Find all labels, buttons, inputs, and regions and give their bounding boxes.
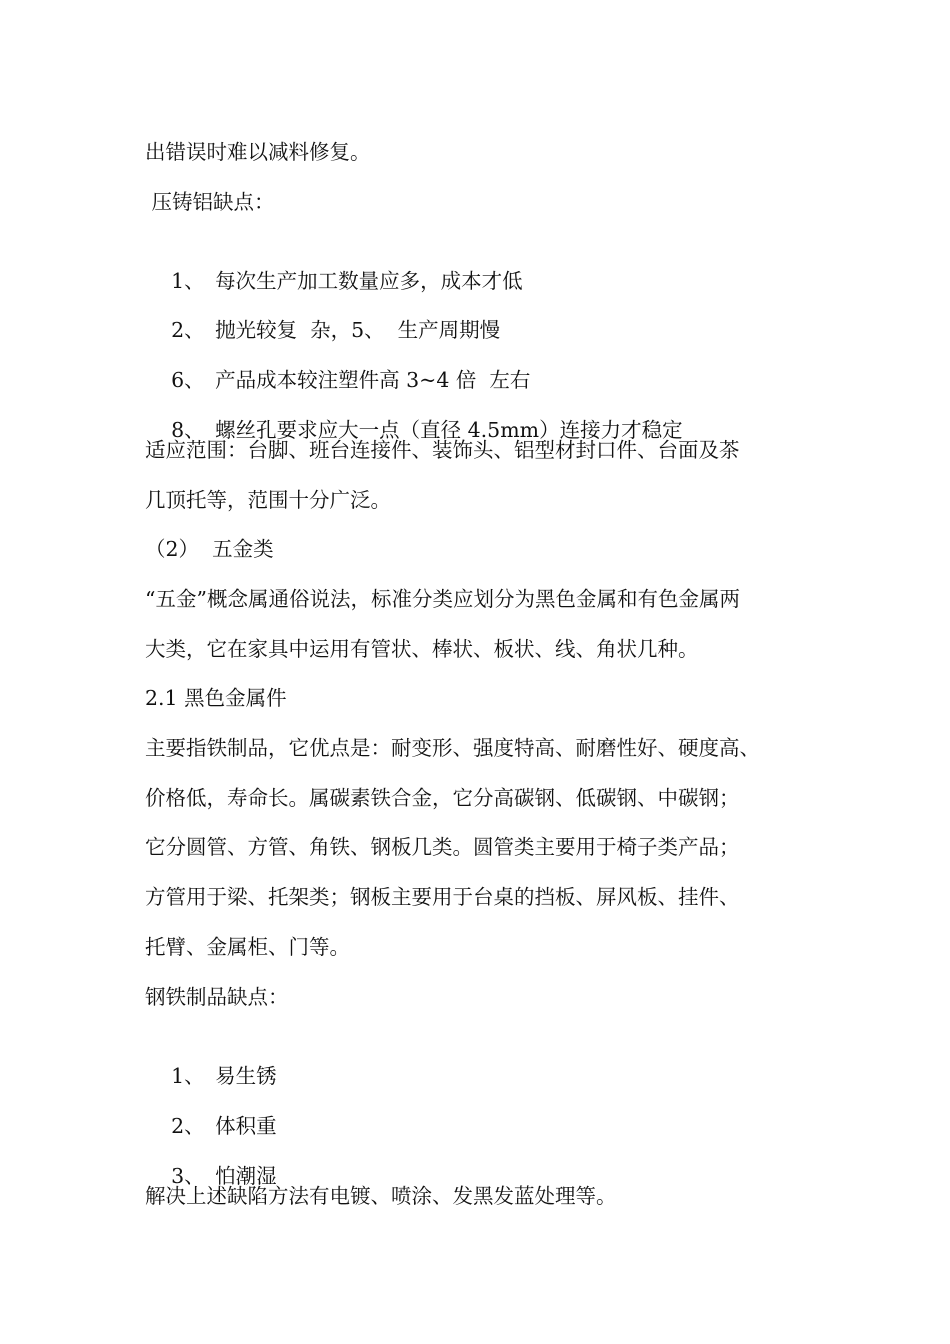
list-item [145,1131,277,1188]
list-text: 螺丝孔要求应大一点（直径 4.5mm）连接力才稳定 [215,418,683,442]
section-heading: 压铸铝缺点： [145,190,275,214]
list-text: 产品成本较注塑件高 3~4 倍 左右 [215,368,531,392]
list-text: 怕潮湿 [215,1164,277,1188]
paragraph-line: 出错误时难以减料修复。 [145,140,371,164]
paragraph-line: 它分圆管、方管、角铁、钢板几类。圆管类主要用于椅子类产品； [145,835,740,859]
list-item [145,236,523,293]
list-number: 8、 [171,418,205,442]
list-item [145,385,683,442]
list-number: 1、 [171,269,205,293]
list-number: 6、 [171,368,205,392]
paragraph-line: 几顶托等，范围十分广泛。 [145,488,391,512]
section-heading: 2.1 黑色金属件 [145,686,287,710]
list-text: 每次生产加工数量应多，成本才低 [215,269,523,293]
paragraph-line: 解决上述缺陷方法有电镀、喷涂、发黑发蓝处理等。 [145,1184,617,1208]
paragraph-line: 托臂、金属柜、门等。 [145,935,350,959]
paragraph-line: 适应范围：台脚、班台连接件、装饰头、铝型材封口件、台面及茶 [145,438,740,462]
paragraph-line: 方管用于梁、托架类；钢板主要用于台桌的挡板、屏风板、挂件、 [145,885,740,909]
paragraph-line: “五金”概念属通俗说法，标准分类应划分为黑色金属和有色金属两 [145,587,740,611]
list-number: 1、 [171,1064,205,1088]
list-number: 3、 [171,1164,205,1188]
section-heading: 钢铁制品缺点： [145,985,289,1009]
paragraph-line: 大类，它在家具中运用有管状、棒状、板状、线、角状几种。 [145,637,699,661]
list-text: 易生锈 [215,1064,277,1088]
section-heading: （2） 五金类 [145,537,274,561]
list-text: 抛光较复 杂，5、 生产周期慢 [215,318,501,342]
list-item [145,1031,277,1088]
paragraph-line: 主要指铁制品，它优点是：耐变形、强度特高、耐磨性好、硬度高、 [145,736,760,760]
list-number: 2、 [171,1114,205,1138]
list-number: 2、 [171,318,205,342]
list-text: 体积重 [215,1114,277,1138]
list-item [145,1081,277,1138]
list-item [145,335,531,392]
paragraph-line: 价格低，寿命长。属碳素铁合金，它分高碳钢、低碳钢、中碳钢； [145,786,740,810]
list-item [145,285,501,342]
